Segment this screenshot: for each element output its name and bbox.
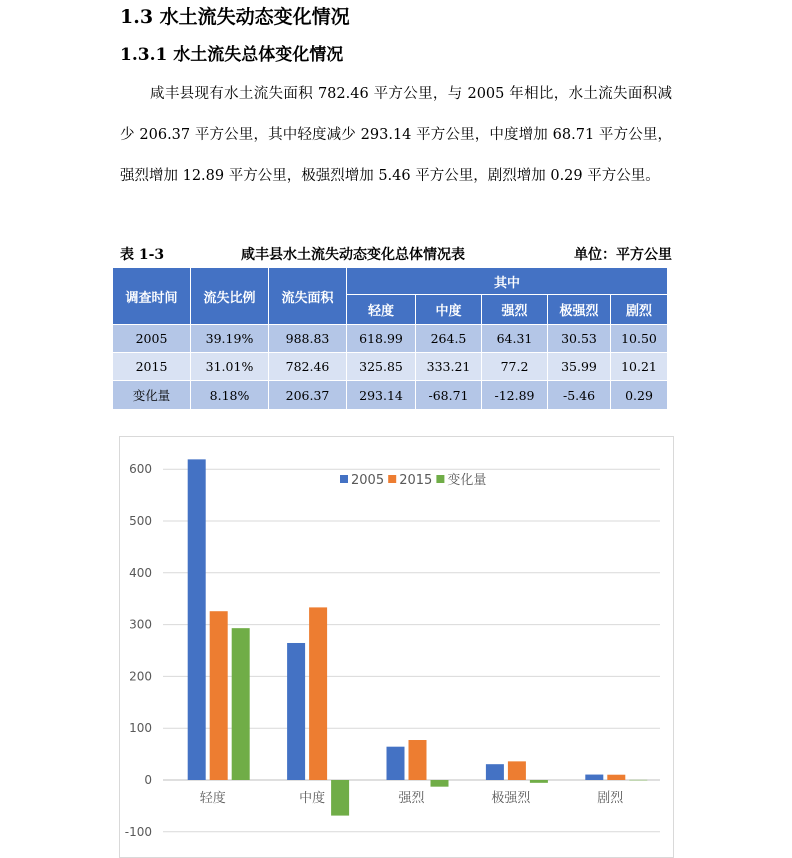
bar <box>387 747 405 780</box>
bar <box>309 607 327 780</box>
bar <box>188 459 206 780</box>
legend-swatch <box>388 475 396 483</box>
legend-label: 2005 <box>351 473 385 488</box>
x-tick-label: 轻度 <box>199 791 226 806</box>
table-cell: 0.29 <box>611 381 668 410</box>
table-cell: 264.5 <box>416 325 482 353</box>
header-area: 流失面积 <box>269 268 347 325</box>
table-unit: 单位：平方公里 <box>574 247 672 263</box>
table-cell: 782.46 <box>269 353 347 381</box>
table-cell: 变化量 <box>113 381 191 410</box>
bar <box>287 643 305 780</box>
legend-swatch <box>436 475 444 483</box>
bar <box>431 780 449 787</box>
header-sub: 强烈 <box>482 295 548 325</box>
y-tick-label: 600 <box>129 462 152 477</box>
bar <box>508 761 526 780</box>
y-tick-label: -100 <box>124 824 152 839</box>
legend-swatch <box>340 475 348 483</box>
table-cell: 10.21 <box>611 353 668 381</box>
table-caption <box>120 244 672 266</box>
table-cell: 64.31 <box>482 325 548 353</box>
header-sub: 剧烈 <box>611 295 668 325</box>
chart-canvas <box>120 437 673 857</box>
table-cell: 325.85 <box>347 353 416 381</box>
header-time: 调查时间 <box>113 268 191 325</box>
bar <box>486 764 504 780</box>
body-paragraph: 咸丰县现有水土流失面积 782.46 平方公里，与 2005 年相比，水土流失面积减少 206.37 平方公里，其中轻度减少 293.14 平方公里，中度增加 68.71 平方公里，强烈增加 12.89 平方公里，极强烈增加 5.46 平方公里，剧烈增加 0.29 平方公里。 <box>120 86 672 184</box>
table-cell: 2005 <box>113 325 191 353</box>
table-cell: 35.99 <box>548 353 611 381</box>
table-number: 表 1-3 <box>120 247 165 263</box>
section-heading: 1.3 水土流失动态变化情况 <box>120 6 350 28</box>
header-ratio: 流失比例 <box>191 268 269 325</box>
bar <box>607 775 625 780</box>
table-title: 咸丰县水土流失动态变化总体情况表 <box>241 247 465 263</box>
table-cell: -5.46 <box>548 381 611 410</box>
bar <box>331 780 349 816</box>
bar <box>530 780 548 783</box>
header-group: 其中 <box>347 268 668 295</box>
legend-label: 2015 <box>399 473 433 488</box>
data-table <box>112 267 668 410</box>
table-cell: -68.71 <box>416 381 482 410</box>
table-cell: 618.99 <box>347 325 416 353</box>
bar <box>232 628 250 780</box>
bar <box>585 775 603 780</box>
table-cell: 8.18% <box>191 381 269 410</box>
table-cell: 31.01% <box>191 353 269 381</box>
y-tick-label: 400 <box>129 565 152 580</box>
x-tick-label: 极强烈 <box>491 791 531 806</box>
x-tick-label: 强烈 <box>398 791 425 806</box>
subsection-heading: 1.3.1 水土流失总体变化情况 <box>120 45 344 65</box>
bar <box>210 611 228 780</box>
table-cell: 988.83 <box>269 325 347 353</box>
table-cell: -12.89 <box>482 381 548 410</box>
bar <box>629 780 647 781</box>
y-tick-label: 300 <box>129 617 152 632</box>
table-row <box>113 325 668 353</box>
y-tick-label: 0 <box>144 773 152 787</box>
header-sub: 中度 <box>416 295 482 325</box>
table-row <box>113 353 668 381</box>
y-tick-label: 500 <box>129 514 152 528</box>
table-row <box>113 381 668 410</box>
table-cell: 2015 <box>113 353 191 381</box>
y-tick-label: 200 <box>129 669 152 684</box>
header-sub: 轻度 <box>347 295 416 325</box>
table-cell: 293.14 <box>347 381 416 410</box>
table-cell: 10.50 <box>611 325 668 353</box>
table-cell: 206.37 <box>269 381 347 410</box>
table-cell: 39.19% <box>191 325 269 353</box>
x-tick-label: 剧烈 <box>597 791 624 806</box>
table-cell: 77.2 <box>482 353 548 381</box>
header-sub: 极强烈 <box>548 295 611 325</box>
x-tick-label: 中度 <box>299 791 326 806</box>
legend-label: 变化量 <box>447 473 487 488</box>
bar <box>409 740 427 780</box>
y-tick-label: 100 <box>129 721 152 736</box>
table-cell: 333.21 <box>416 353 482 381</box>
table-cell: 30.53 <box>548 325 611 353</box>
bar-chart <box>119 436 674 858</box>
